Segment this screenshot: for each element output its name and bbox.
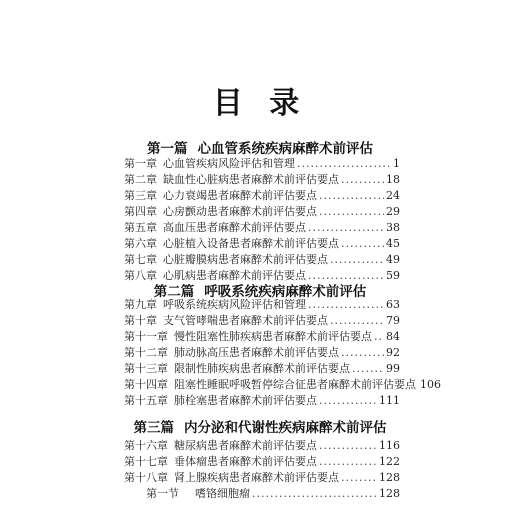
chapter-number: 第十四章 [124,378,168,391]
toc-entry[interactable] [124,236,400,252]
page-number: 38 [386,221,400,234]
dot-leader [308,297,384,313]
chapter-number: 第九章 [124,298,157,311]
dot-leader [341,172,384,188]
chapter-title: 慢性阻塞性肺疾病患者麻醉术前评估要点 [174,330,372,343]
page-number: 128 [379,471,400,484]
page-number: 59 [386,269,400,282]
page-number: 24 [386,189,400,202]
chapter-title: 心肌病患者麻醉术前评估要点 [163,269,306,282]
dot-leader [330,252,384,268]
toc-entry[interactable] [124,438,400,454]
page-number: 45 [386,237,400,250]
toc-entry[interactable] [124,156,400,172]
dot-leader [297,156,391,172]
chapter-number: 第二章 [124,173,157,186]
page-number: 63 [386,298,400,311]
toc-entry[interactable] [124,329,400,345]
page-number: 106 [420,378,441,391]
toc-entry[interactable] [124,172,400,188]
toc-entry[interactable] [124,361,400,377]
part-heading [0,137,520,157]
toc-entry[interactable] [124,313,400,329]
page-number: 79 [386,314,400,327]
toc-entry[interactable] [124,345,400,361]
chapter-title: 支气管哮喘患者麻醉术前评估要点 [163,314,328,327]
page-number: 128 [379,487,400,500]
chapter-number: 第十八章 [124,471,168,484]
part-title: 呼吸系统疾病麻醉术前评估 [204,284,367,300]
toc-entry[interactable] [124,188,400,204]
page-number: 111 [379,394,400,407]
page-number: 18 [386,173,400,186]
chapter-title: 肺栓塞患者麻醉术前评估要点 [174,394,317,407]
chapter-number: 第一章 [124,157,157,170]
page-number: 29 [386,205,400,218]
dot-leader [252,486,377,502]
chapter-title: 心脏植入设备患者麻醉术前评估要点 [163,237,339,250]
chapter-title: 垂体瘤患者麻醉术前评估要点 [174,455,317,468]
page-number: 99 [386,362,400,375]
part-number: 第三篇 [133,420,174,436]
part-number: 第二篇 [153,284,195,300]
chapter-number: 第三章 [124,189,157,202]
toc-entry[interactable] [124,377,441,393]
chapter-number: 第四章 [124,205,157,218]
dot-leader [341,470,377,486]
chapter-number: 第五章 [124,221,157,234]
page-number: 1 [393,157,400,170]
chapter-number: 第十六章 [124,439,168,452]
part-heading [0,416,520,436]
chapter-title: 缺血性心脏病患者麻醉术前评估要点 [163,173,339,186]
dot-leader [319,188,384,204]
part-title: 内分泌和代谢性疾病麻醉术前评估 [184,420,387,436]
toc-entry[interactable] [124,297,400,313]
chapter-title: 心房颤动患者麻醉术前评估要点 [163,205,317,218]
page-number: 116 [379,439,400,452]
chapter-number: 第七章 [124,253,157,266]
chapter-title: 肺动脉高压患者麻醉术前评估要点 [174,346,339,359]
part-title: 心血管系统疾病麻醉术前评估 [197,141,373,157]
page-number: 49 [386,253,400,266]
toc-title: 目 录 [212,86,308,121]
section-number: 第一节 [146,487,179,500]
chapter-title: 呼吸系统疾病风险评估和管理 [163,298,306,311]
chapter-number: 第十三章 [124,362,168,375]
chapter-title: 心力衰竭患者麻醉术前评估要点 [163,189,317,202]
chapter-title: 高血压患者麻醉术前评估要点 [163,221,306,234]
toc-entry[interactable] [124,252,400,268]
dot-leader [374,329,384,345]
chapter-title: 限制性肺疾病患者麻醉术前评估要点 [174,362,350,375]
dot-leader [319,204,384,220]
toc-entry[interactable] [124,204,400,220]
chapter-number: 第六章 [124,237,157,250]
chapter-number: 第十五章 [124,394,168,407]
toc-entry[interactable] [124,454,400,470]
dot-leader [352,361,384,377]
part-number: 第一篇 [147,141,188,157]
chapter-number: 第十一章 [124,330,168,343]
toc-entry[interactable] [124,470,400,486]
page-number: 92 [386,346,400,359]
toc-sub-entry[interactable] [146,486,400,502]
chapter-title: 心脏瓣膜病患者麻醉术前评估要点 [163,253,328,266]
chapter-number: 第十七章 [124,455,168,468]
dot-leader [341,345,384,361]
chapter-number: 第十章 [124,314,157,327]
chapter-title: 心血管疾病风险评估和管理 [163,157,295,170]
toc-entry[interactable] [124,393,400,409]
chapter-title: 阻塞性睡眠呼吸暂停综合征患者麻醉术前评估要点 [174,378,416,391]
page-number: 84 [386,330,400,343]
page-number: 122 [379,455,400,468]
dot-leader [330,313,384,329]
toc-entry[interactable] [124,220,400,236]
section-title: 嗜铬细胞瘤 [195,487,250,500]
chapter-number: 第八章 [124,269,157,282]
chapter-number: 第十二章 [124,346,168,359]
chapter-title: 糖尿病患者麻醉术前评估要点 [174,439,317,452]
dot-leader [319,454,377,470]
dot-leader [341,236,384,252]
dot-leader [308,220,384,236]
dot-leader [319,393,377,409]
chapter-title: 肾上腺疾病患者麻醉术前评估要点 [174,471,339,484]
dot-leader [319,438,377,454]
